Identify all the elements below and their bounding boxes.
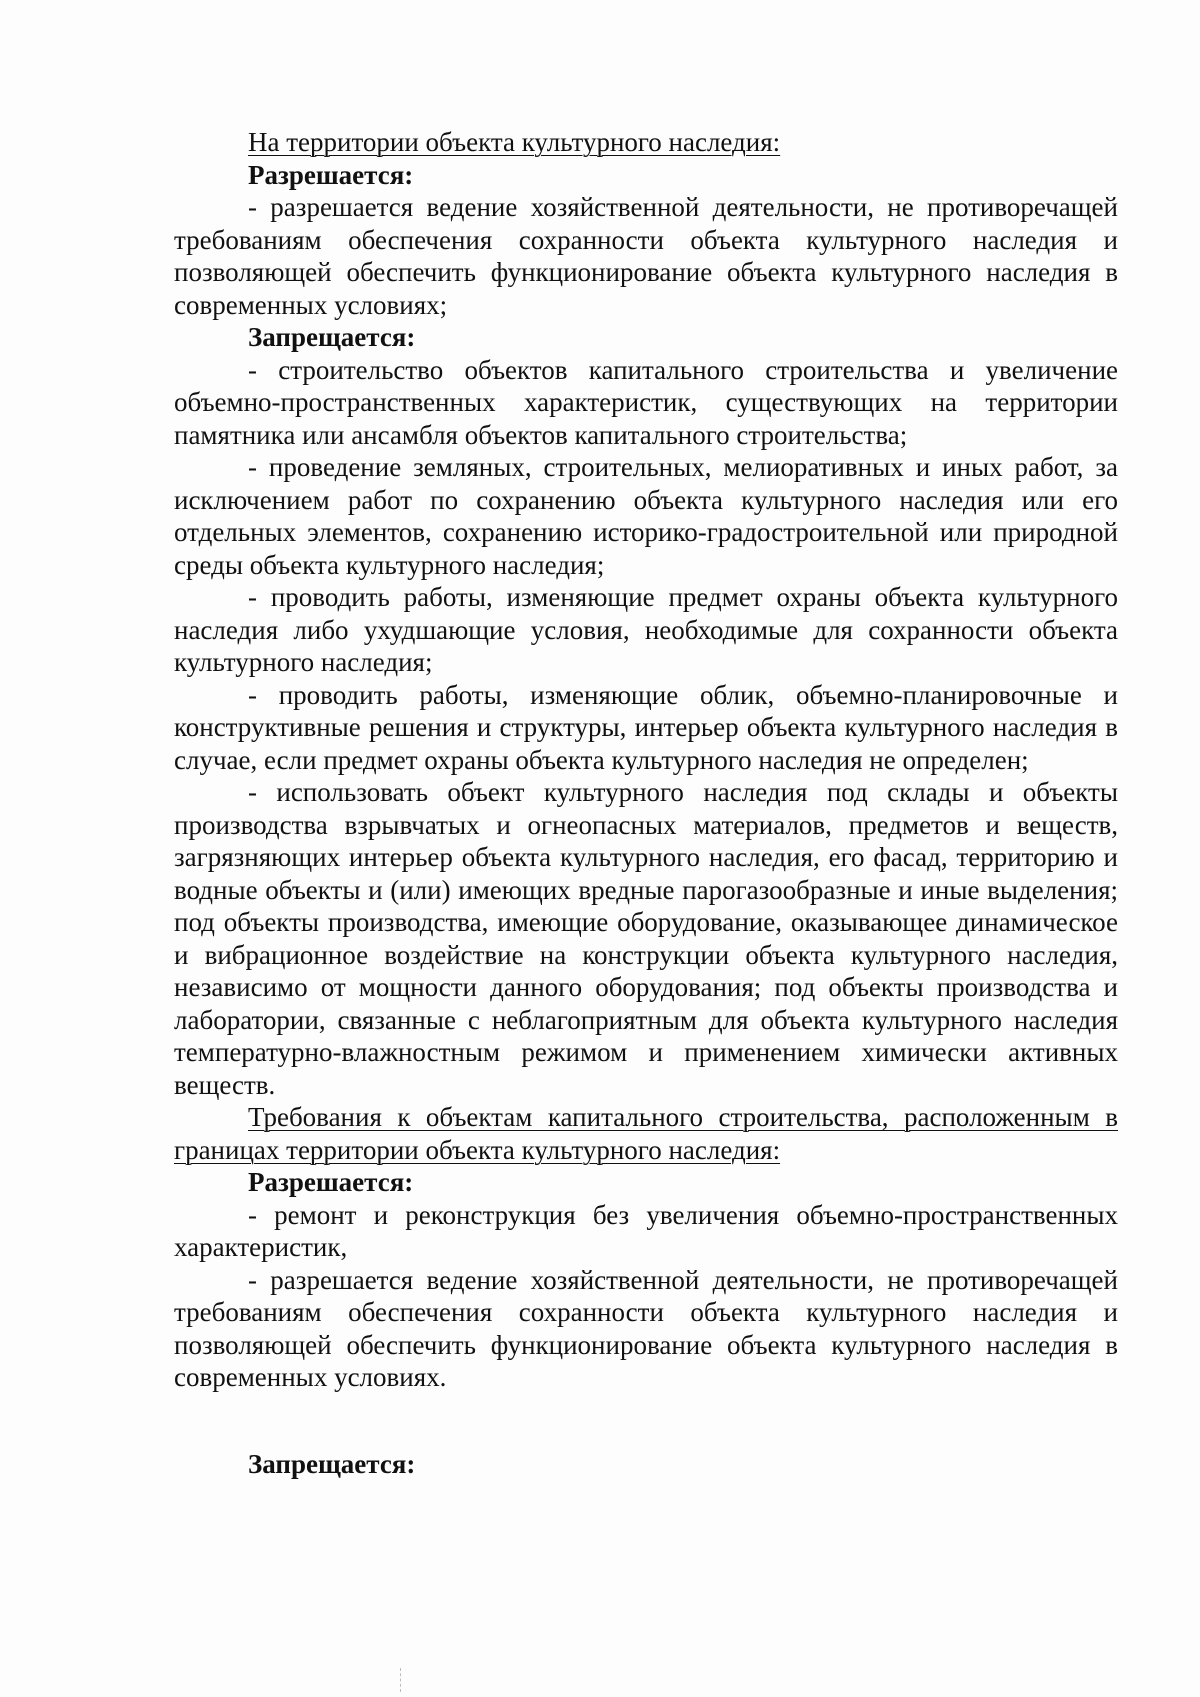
scan-edge-mark [400, 1668, 402, 1692]
allowed-item: - разрешается ведение хозяйственной деятельности, не противоречащей требованиям обеспечения сохранности объекта культурного наследия и позволяющей обеспечить функционирование объекта культурного наследия в современных условиях. [174, 1264, 1118, 1392]
prohibited-item: - проводить работы, изменяющие облик, объемно-планировочные и конструктивные решения и структуры, интерьер объекта культурного наследия в случае, если предмет охраны объекта культурного наследия не определен; [174, 679, 1118, 775]
allowed-item: - разрешается ведение хозяйственной деятельности, не противоречащей требованиям обеспечения сохранности объекта культурного наследия и позволяющей обеспечить функционирование объекта культурного наследия в современных условиях; [174, 192, 1118, 320]
prohibited-label: Запрещается: [248, 1448, 416, 1479]
blank-space [174, 1394, 1118, 1448]
document-body [174, 126, 1118, 1480]
prohibited-item: - проводить работы, изменяющие предмет охраны объекта культурного наследия либо ухудшающие условия, необходимые для сохранности объекта культурного наследия; [174, 582, 1118, 677]
prohibited-item: - строительство объектов капитального строительства и увеличение объемно-пространственных характеристик, существующих на территории памятника или ансамбля объектов капитального строительства; [174, 354, 1118, 450]
section-heading-territory: На территории объекта культурного наследия: [248, 127, 781, 157]
prohibited-label: Запрещается: [248, 322, 416, 352]
allowed-label: Разрешается: [248, 1167, 414, 1197]
prohibited-item: - использовать объект культурного наследия под склады и объекты производства взрывчатых и огнеопасных материалов, предметов и веществ, загрязняющих интерьер объекта культурного наследия, его фасад, территорию и водные объекты и (или) имеющих вредные парогазообразные и иные выделения; под объекты производства, имеющие оборудование, оказывающее динамическое и вибрационное воздействие на конструкции объекта культурного наследия, независимо от мощности данного оборудования; под объекты производства и лаборатории, связанные с неблагоприятным для объекта культурного наследия температурно-влажностным режимом и применением химически активных веществ. [174, 777, 1118, 1100]
section-heading-requirements: Требования к объектам капитального строительства, расположенным в границах территории объекта культурного наследия: [174, 1102, 1118, 1165]
prohibited-item: - проведение земляных, строительных, мелиоративных и иных работ, за исключением работ по сохранению объекта культурного наследия или его отдельных элементов, сохранению историко-градостроительной или природной среды объекта культурного наследия; [174, 452, 1118, 580]
allowed-label: Разрешается: [248, 159, 414, 190]
allowed-item: - ремонт и реконструкция без увеличения объемно-пространственных характеристик, [174, 1199, 1118, 1262]
